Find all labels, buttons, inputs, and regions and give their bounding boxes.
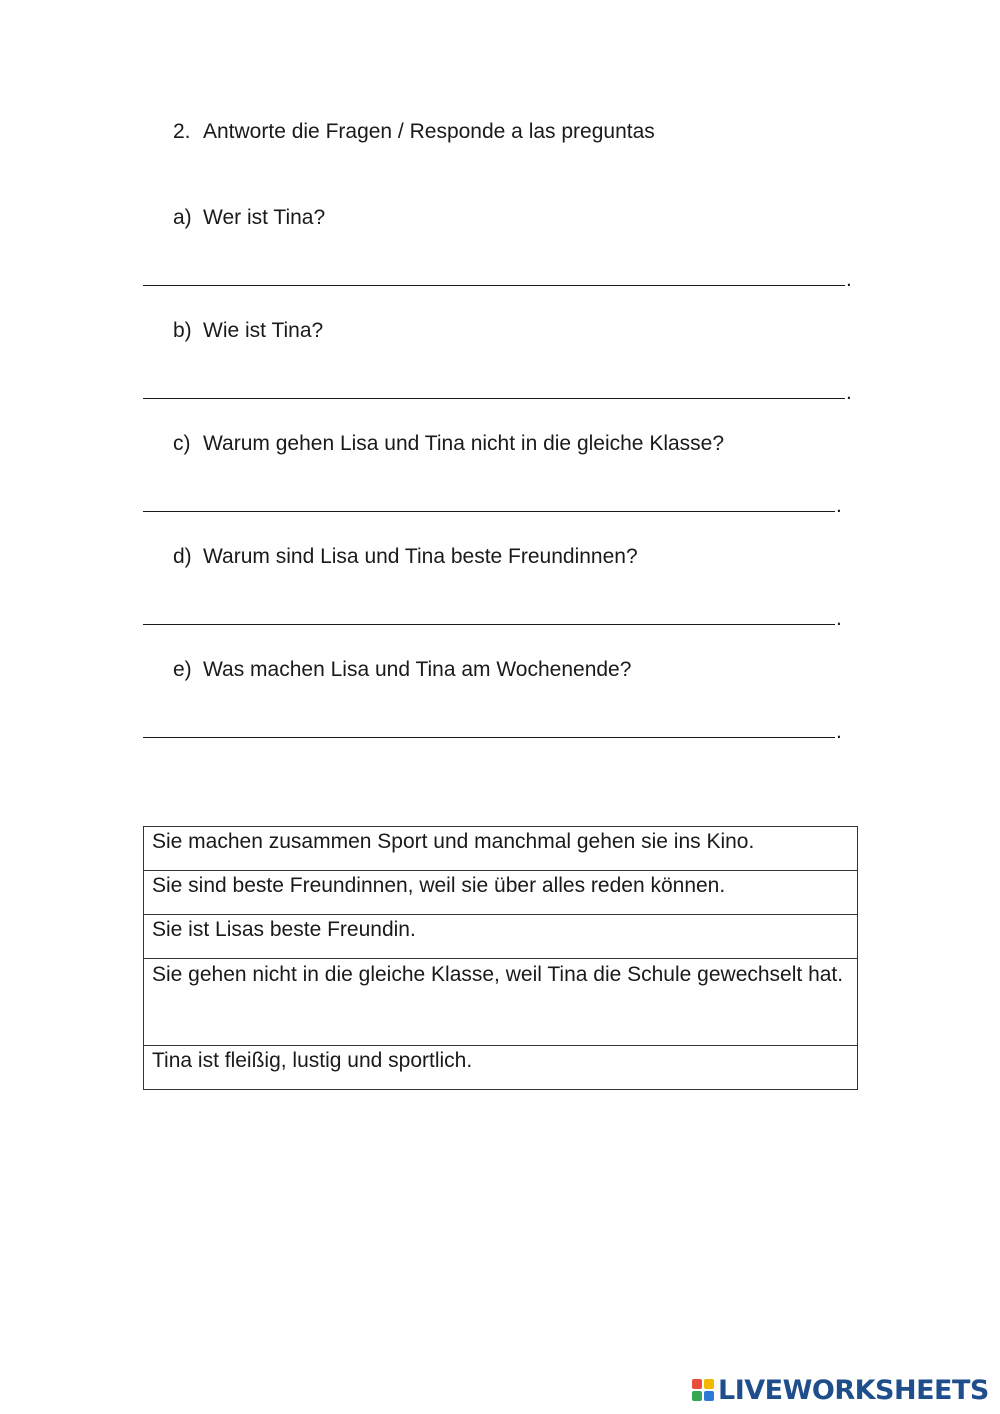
answer-line-c[interactable] bbox=[143, 488, 848, 517]
exercise-heading bbox=[173, 120, 655, 144]
answer-end-mark: . bbox=[846, 381, 852, 404]
answer-rule bbox=[143, 285, 845, 286]
answer-end-mark: . bbox=[836, 720, 842, 743]
question-a bbox=[173, 206, 325, 230]
answer-line-e[interactable] bbox=[143, 714, 848, 743]
liveworksheets-logo[interactable] bbox=[692, 1374, 989, 1406]
table-row bbox=[144, 915, 858, 959]
table-row bbox=[144, 1046, 858, 1090]
answer-rule bbox=[143, 511, 835, 512]
question-letter: a) bbox=[173, 206, 192, 229]
question-text: Warum sind Lisa und Tina beste Freundinnen? bbox=[203, 545, 638, 568]
question-b bbox=[173, 319, 323, 343]
answer-line-a[interactable] bbox=[143, 262, 858, 291]
question-letter: e) bbox=[173, 658, 192, 681]
question-text: Was machen Lisa und Tina am Wochenende? bbox=[203, 658, 632, 681]
exercise-number: 2. bbox=[173, 120, 191, 143]
question-text: Wie ist Tina? bbox=[203, 319, 324, 342]
logo-tile bbox=[704, 1379, 714, 1389]
answer-option[interactable]: Tina ist fleißig, lustig und sportlich. bbox=[144, 1046, 858, 1090]
answer-end-mark: . bbox=[836, 494, 842, 517]
exercise-title: Antworte die Fragen / Responde a las preguntas bbox=[203, 120, 655, 143]
answer-end-mark: . bbox=[846, 268, 852, 291]
answer-rule bbox=[143, 398, 845, 399]
question-d bbox=[173, 545, 638, 569]
logo-tiles-icon bbox=[692, 1379, 714, 1401]
table-row bbox=[144, 871, 858, 915]
question-text: Warum gehen Lisa und Tina nicht in die gleiche Klasse? bbox=[203, 432, 725, 455]
table-row bbox=[144, 827, 858, 871]
answer-line-d[interactable] bbox=[143, 601, 848, 630]
logo-tile bbox=[704, 1391, 714, 1401]
logo-tile bbox=[692, 1379, 702, 1389]
answer-end-mark: . bbox=[836, 607, 842, 630]
answer-option[interactable]: Sie gehen nicht in die gleiche Klasse, weil Tina die Schule gewechselt hat. bbox=[144, 959, 858, 1046]
answer-options-table bbox=[143, 826, 858, 1090]
answer-line-b[interactable] bbox=[143, 375, 858, 404]
question-letter: b) bbox=[173, 319, 192, 342]
answer-option[interactable]: Sie machen zusammen Sport und manchmal gehen sie ins Kino. bbox=[144, 827, 858, 871]
answer-option[interactable]: Sie ist Lisas beste Freundin. bbox=[144, 915, 858, 959]
table-row bbox=[144, 959, 858, 1046]
question-c bbox=[173, 432, 724, 456]
answer-rule bbox=[143, 624, 835, 625]
question-text: Wer ist Tina? bbox=[203, 206, 326, 229]
answer-option[interactable]: Sie sind beste Freundinnen, weil sie über alles reden können. bbox=[144, 871, 858, 915]
question-e bbox=[173, 658, 631, 682]
question-letter: d) bbox=[173, 545, 192, 568]
logo-text: LIVEWORKSHEETS bbox=[718, 1374, 989, 1406]
question-letter: c) bbox=[173, 432, 191, 455]
answer-rule bbox=[143, 737, 835, 738]
logo-tile bbox=[692, 1391, 702, 1401]
